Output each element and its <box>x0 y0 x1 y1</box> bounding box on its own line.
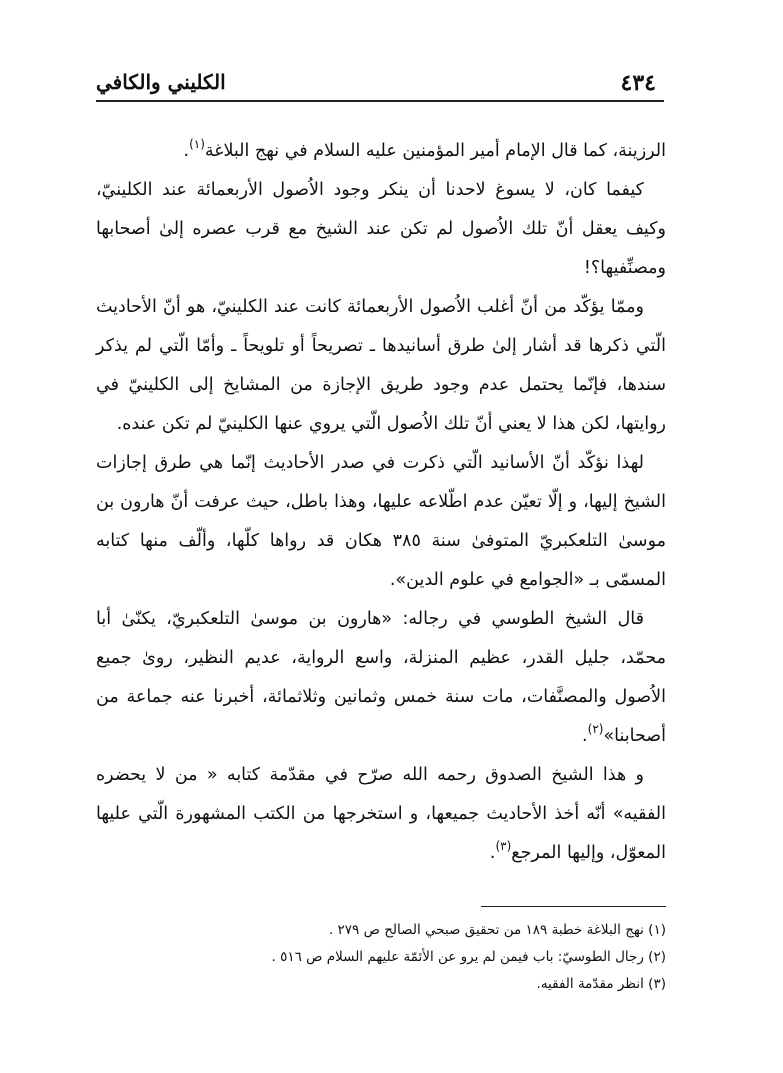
paragraph-5 <box>96 600 666 756</box>
footnote-1: (١) نهج البلاغة خطبة ١٨٩ من تحقيق صبحي الصالح ص ٢٧٩ . <box>328 922 666 938</box>
footnote-3: (٣) انظر مقدّمة الفقيه. <box>536 976 666 992</box>
main-text <box>96 132 666 873</box>
header-divider <box>96 100 664 102</box>
paragraph-3: وممّا يؤكّد من أنّ أغلب الاُصول الأربعمائة كانت عند الكلينيّ، هو أنّ الأحاديث الّتي ذكرها قد أشار إلىٰ طرق أسانيدها ـ تصريحاً أو تلويحاً ـ وأمّا الّتي لم يذكر سندها، فإنّما يحتمل عدم وجود طريق الإجازة من المشايخ إلى الكلينيّ في روايتها، لكن هذا لا يعني أنّ تلك الاُصول الّتي يروي عنها الكلينيّ لم تكن عنده. <box>96 297 666 434</box>
paragraph-1-end: . <box>183 141 190 161</box>
paragraph-5-end: . <box>582 726 588 746</box>
footnote-ref-2: (٢) <box>587 722 604 736</box>
paragraph-6-text: و هذا الشيخ الصدوق رحمه الله صرّح في مقدّمة كتابه « من لا يحضره الفقيه» أنّه أخذ الأحاديث جميعها، و استخرجها من الكتب المشهورة الّتي عليها المعوّل، وإليها المرجع <box>96 765 666 863</box>
footnotes <box>96 917 666 998</box>
footnote-ref-1: (١) <box>189 137 205 151</box>
paragraph-5-text: قال الشيخ الطوسي في رجاله: «هارون بن موسىٰ التلعكبريّ، يكنّىٰ أبا محمّد، جليل القدر، عظيم المنزلة، واسع الرواية، عديم النظير، روىٰ جميع الاُصول والمصنَّفات، مات سنة خمس وثمانين وثلاثمائة، أخبرنا عنه جماعة من أصحابنا» <box>96 609 666 746</box>
footnote-ref-3: (٣) <box>495 839 512 853</box>
footnote-2: (٢) رجال الطوسيّ: باب فيمن لم يرو عن الأئمّة عليهم السلام ص ٥١٦ . <box>271 949 666 965</box>
paragraph-1-text: الرزينة، كما قال الإمام أمير المؤمنين عليه السلام في نهج البلاغة <box>204 141 666 161</box>
running-title: الكليني والكافي <box>96 70 226 94</box>
paragraph-6 <box>96 756 666 873</box>
paragraph-1 <box>96 132 666 171</box>
paragraph-6-end: . <box>489 843 496 863</box>
footnote-divider <box>481 906 666 907</box>
page-header <box>96 70 656 104</box>
paragraph-2: كيفما كان، لا يسوغ لاحدنا أن ينكر وجود الاُصول الأربعمائة عند الكلينيّ، وكيف يعقل أنّ تلك الاُصول لم تكن عند الشيخ مع قرب عصره إلىٰ أصحابها ومصنِّفيها؟! <box>96 180 666 278</box>
paragraph-4: لهذا نؤكّد أنّ الأسانيد الّتي ذكرت في صدر الأحاديث إنّما هي طرق إجازات الشيخ إليها، و إلّا تعيّن عدم اطّلاعه عليها، وهذا باطل، حيث عرفت أنّ هارون بن موسىٰ التلعكبريّ المتوفىٰ سنة ٣٨٥ هكان قد رواها كلّها، وألّف منها كتابه المسمّى بـ «الجوامع في علوم الدين». <box>96 453 666 590</box>
page-number: ٤٣٤ <box>620 70 656 96</box>
